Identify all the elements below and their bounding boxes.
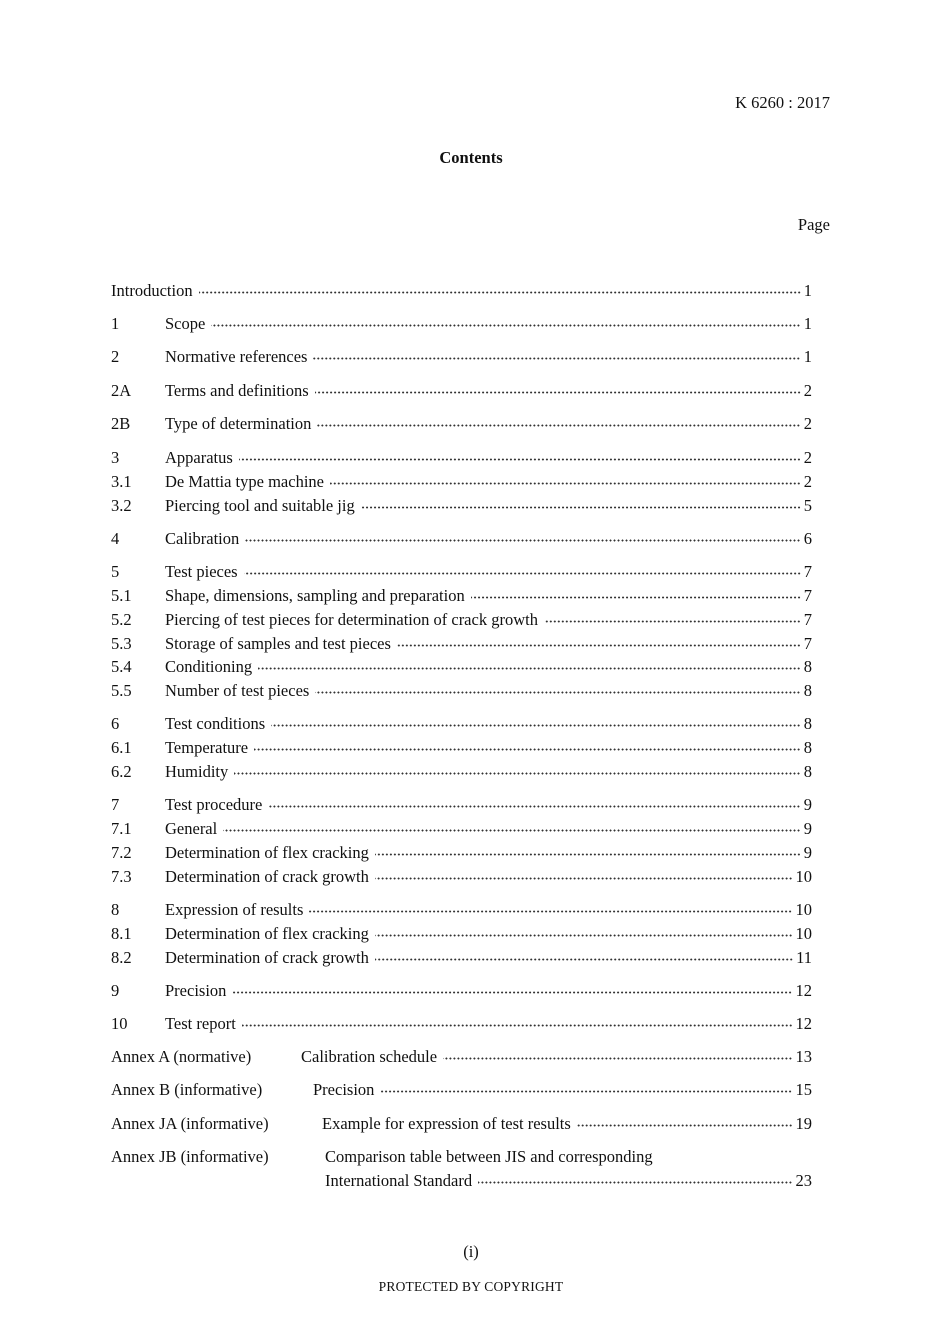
dot-leader	[375, 958, 793, 961]
dot-leader	[258, 667, 801, 670]
toc-entry[interactable]: 3.1 De Mattia type machine 2	[111, 472, 812, 491]
page-column-label: Page	[797, 215, 830, 234]
dot-leader	[375, 877, 793, 880]
dot-leader	[313, 357, 800, 360]
dot-leader	[544, 620, 801, 623]
dot-leader	[309, 910, 792, 913]
toc-entry[interactable]: 2 Normative references 1	[111, 347, 812, 366]
dot-leader	[361, 506, 801, 509]
dot-leader	[317, 424, 800, 427]
dot-leader	[478, 1181, 792, 1184]
dot-leader	[242, 1024, 793, 1027]
page-folio: (i)	[463, 1242, 479, 1261]
toc-annex-entry[interactable]: Annex B (informative) Precision 15	[111, 1080, 812, 1099]
dot-leader	[271, 724, 801, 727]
dot-leader	[315, 691, 800, 694]
toc-entry[interactable]: 8 Expression of results 10	[111, 900, 812, 919]
toc-entry[interactable]: 5.4 Conditioning 8	[111, 657, 812, 676]
toc-annex-entry[interactable]: Annex JA (informative) Example for expression of test results 19	[111, 1114, 812, 1133]
toc-annex-entry-continued[interactable]: International Standard 23	[325, 1171, 812, 1190]
toc-entry[interactable]: 3 Apparatus 2	[111, 448, 812, 467]
toc-entry[interactable]: 8.2 Determination of crack growth 11	[111, 948, 812, 967]
dot-leader	[577, 1124, 793, 1127]
toc-entry[interactable]: 5.1 Shape, dimensions, sampling and preparation 7	[111, 586, 812, 605]
toc-entry[interactable]: 10 Test report 12	[111, 1014, 812, 1033]
dot-leader	[245, 539, 801, 542]
dot-leader	[244, 572, 801, 575]
dot-leader	[375, 853, 801, 856]
dot-leader	[443, 1057, 792, 1060]
dot-leader	[199, 291, 801, 294]
toc-entry[interactable]: 2A Terms and definitions 2	[111, 381, 812, 400]
toc-entry[interactable]: 7.2 Determination of flex cracking 9	[111, 843, 812, 862]
dot-leader	[375, 934, 793, 937]
toc-entry[interactable]: Introduction 1	[111, 281, 812, 300]
dot-leader	[397, 644, 801, 647]
toc-entry[interactable]: 8.1 Determination of flex cracking 10	[111, 924, 812, 943]
toc-annex-entry[interactable]: Annex A (normative) Calibration schedule 13	[111, 1047, 812, 1066]
toc-entry[interactable]: 3.2 Piercing tool and suitable jig 5	[111, 496, 812, 515]
dot-leader	[211, 324, 800, 327]
dot-leader	[239, 458, 801, 461]
document-id: K 6260 : 2017	[735, 93, 830, 112]
toc-entry[interactable]: 5.2 Piercing of test pieces for determination of crack growth 7	[111, 610, 812, 629]
toc-entry[interactable]: 2B Type of determination 2	[111, 414, 812, 433]
dot-leader	[330, 482, 801, 485]
toc-entry[interactable]: 5.5 Number of test pieces 8	[111, 681, 812, 700]
toc-entry[interactable]: 9 Precision 12	[111, 981, 812, 1000]
toc-entry[interactable]: 5.3 Storage of samples and test pieces 7	[111, 634, 812, 653]
dot-leader	[315, 391, 801, 394]
page-title: Contents	[439, 148, 503, 167]
dot-leader	[234, 772, 800, 775]
toc-entry[interactable]: 6.2 Humidity 8	[111, 762, 812, 781]
dot-leader	[380, 1090, 792, 1093]
dot-leader	[471, 596, 801, 599]
toc-entry[interactable]: 6.1 Temperature 8	[111, 738, 812, 757]
toc-entry[interactable]: 7 Test procedure 9	[111, 795, 812, 814]
toc-annex-entry[interactable]: Annex JB (informative) Comparison table between JIS and corresponding	[111, 1147, 653, 1166]
toc-entry[interactable]: 7.1 General 9	[111, 819, 812, 838]
dot-leader	[223, 829, 801, 832]
dot-leader	[254, 748, 801, 751]
copyright-notice: PROTECTED BY COPYRIGHT	[378, 1279, 564, 1294]
toc-entry[interactable]: 7.3 Determination of crack growth 10	[111, 867, 812, 886]
toc-entry[interactable]: 1 Scope 1	[111, 314, 812, 333]
toc-entry[interactable]: 5 Test pieces 7	[111, 562, 812, 581]
toc-entry[interactable]: 6 Test conditions 8	[111, 714, 812, 733]
dot-leader	[232, 991, 792, 994]
toc-entry[interactable]: 4 Calibration 6	[111, 529, 812, 548]
dot-leader	[268, 805, 800, 808]
